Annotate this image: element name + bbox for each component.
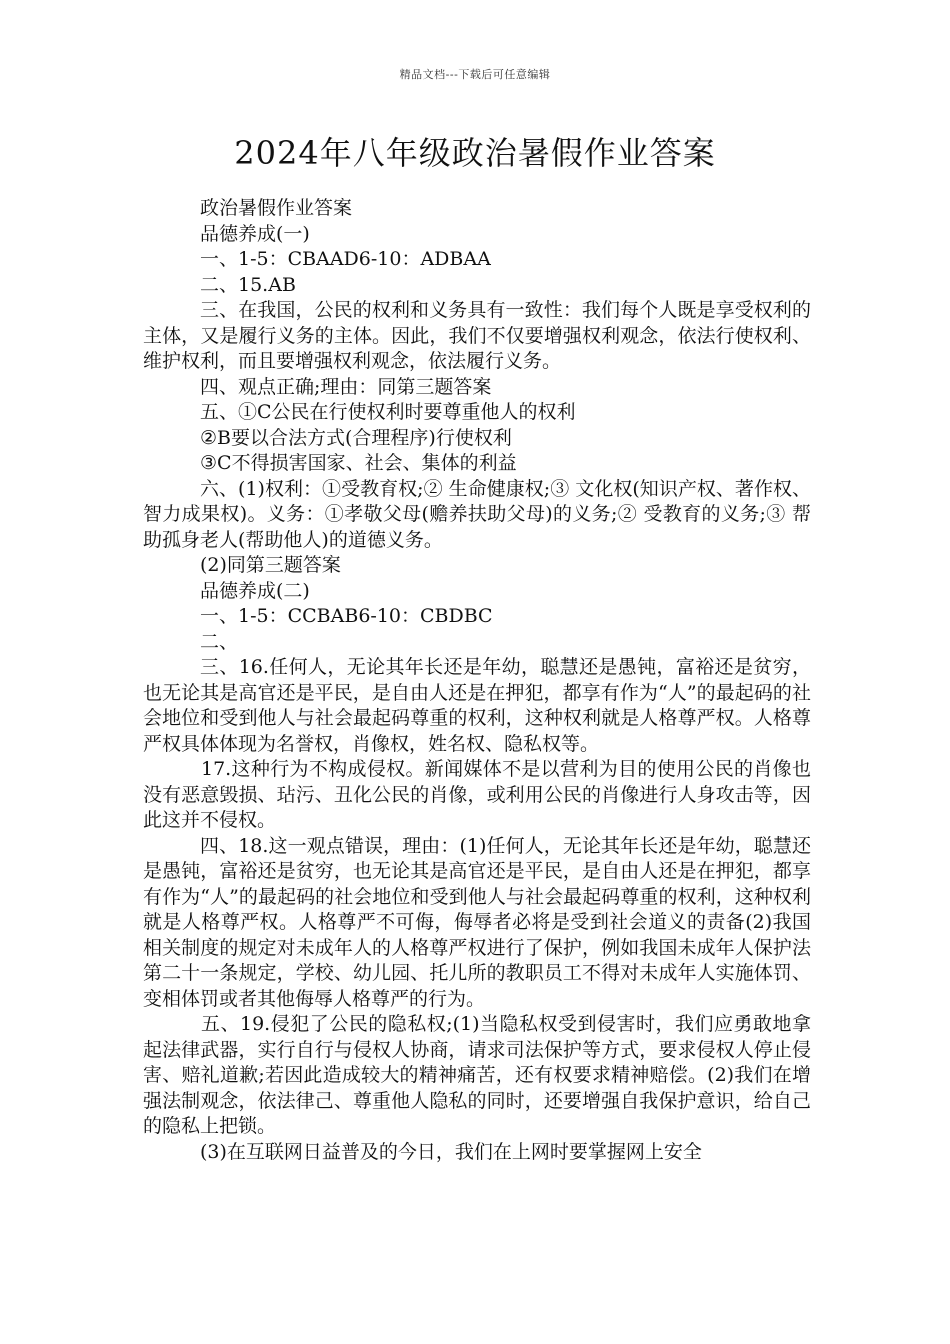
paragraph: ③C不得损害国家、社会、集体的利益 [200,452,517,474]
paragraph: 三、16.任何人，无论其年长还是年幼，聪慧还是愚钝，富裕还是贫穷，也无论其是高官还是平民，是自由人还是在押犯，都享有作为“人”的最起码的社会地位和受到他人与社会最起码尊重的权利，这种权利就是人格尊严权。人格尊严权具体体现为名誉权，肖像权，姓名权、隐私权等。 [143,656,811,755]
paragraph: 一、1-5：CCBAB6-10：CBDBC [200,605,493,627]
paragraph: 二、15.AB [200,273,296,296]
paragraph: 五、19.侵犯了公民的隐私权;(1)当隐私权受到侵害时，我们应勇敢地拿起法律武器，实行自行与侵权人协商，请求司法保护等方式，要求侵权人停止侵害、赔礼道歉;若因此造成较大的精神痛苦，还有权要求精神赔偿。(2)我们在增强法制观念，依法律己、尊重他人隐私的同时，还要增强自我保护意识，给自己的隐私上把锁。 [143,1013,811,1137]
document-body [143,196,811,1165]
paragraph: 四、18.这一观点错误，理由：(1)任何人，无论其年长还是年幼，聪慧还是愚钝，富裕还是贫穷，也无论其是高官还是平民，是自由人还是在押犯，都享有作为“人”的最起码的社会地位和受到他人与社会最起码尊重的权利，这种权利就是人格尊严权。人格尊严不可侮，侮辱者必将是受到社会道义的责备(2)我国相关制度的规定对未成年人的人格尊严权进行了保护，例如我国未成年人保护法第二十一条规定，学校、幼儿园、托儿所的教职员工不得对未成年人实施体罚、变相体罚或者其他侮辱人格尊严的行为。 [143,834,811,1010]
paragraph: (3)在互联网日益普及的今日，我们在上网时要掌握网上安全 [200,1140,702,1163]
paragraph: 五、①C公民在行使权利时要尊重他人的权利 [200,401,576,423]
document-title: 2024年八年级政治暑假作业答案 [234,134,716,172]
paragraph: 六、(1)权利：①受教育权;② 生命健康权;③ 文化权(知识产权、著作权、智力成果权)。义务：①孝敬父母(赡养扶助父母)的义务;② 受教育的义务;③ 帮助孤身老人(帮助他人)的道德义务。 [143,477,811,551]
paragraph: (2)同第三题答案 [200,554,341,576]
page-header: 精品文档---下载后可任意编辑 [399,68,551,81]
paragraph: ②B要以合法方式(合理程序)行使权利 [200,426,512,449]
paragraph: 品德养成(一) [200,222,310,245]
paragraph: 政治暑假作业答案 [200,197,353,219]
paragraph: 17.这种行为不构成侵权。新闻媒体不是以营利为目的使用公民的肖像也没有恶意毁损、玷污、丑化公民的肖像，或利用公民的肖像进行人身攻击等，因此这并不侵权。 [143,758,811,831]
paragraph: 品德养成(二) [200,579,310,602]
paragraph: 三、在我国，公民的权利和义务具有一致性：我们每个人既是享受权利的主体，又是履行义务的主体。因此，我们不仅要增强权利观念，依法行使权利、维护权利，而且要增强权利观念，依法履行义务。 [143,299,811,372]
paragraph: 一、1-5：CBAAD6-10：ADBAA [200,248,491,270]
paragraph: 二、 [200,630,239,653]
paragraph: 四、观点正确;理由：同第三题答案 [200,375,492,398]
